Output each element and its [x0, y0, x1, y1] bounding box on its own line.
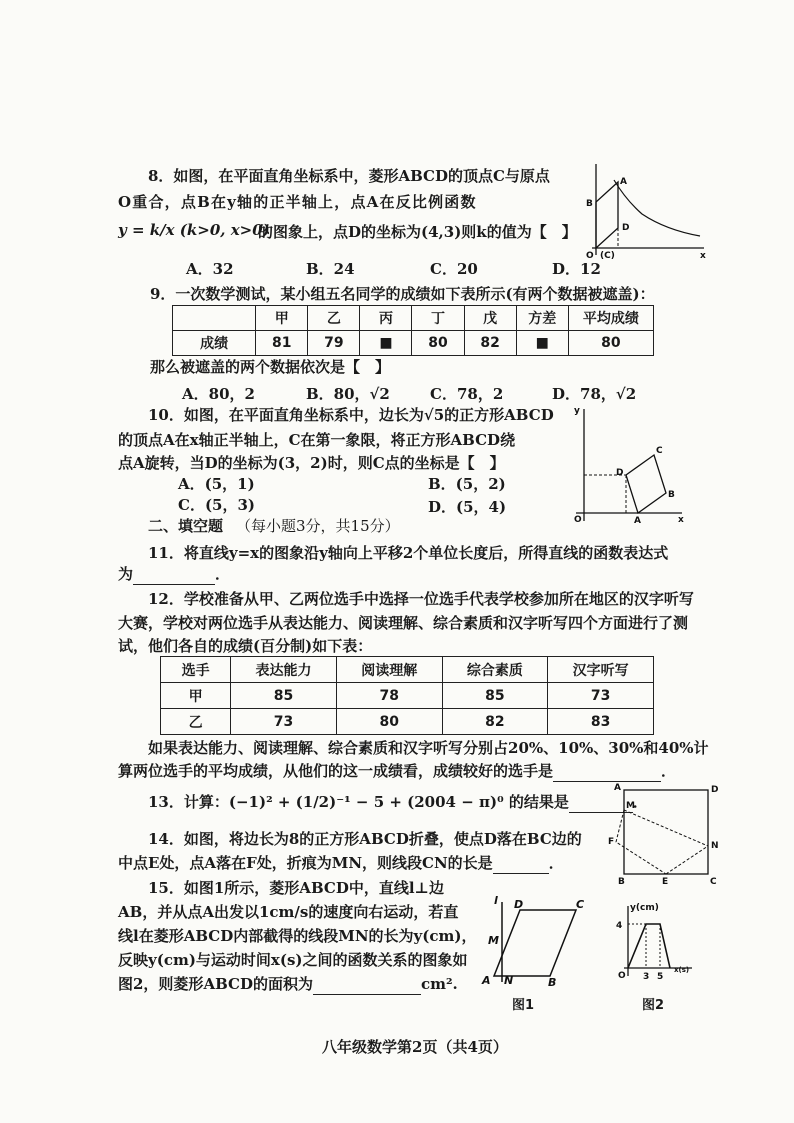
q14-fig-label-c: C	[710, 877, 717, 887]
q12-header-cell: 选手	[161, 657, 231, 683]
q9-option-c: C．78，2	[430, 385, 504, 403]
q15-fig2-label-3: 3	[643, 972, 650, 982]
q11-line2	[118, 564, 230, 585]
q12-cell: 80	[336, 709, 442, 735]
q15-fig2-label-5: 5	[657, 972, 664, 982]
q14-fig-label-d: D	[711, 785, 719, 795]
section2-note: （每小题3分，共15分）	[236, 517, 400, 535]
q10-figure	[566, 405, 686, 525]
q14-figure	[608, 780, 722, 887]
q9-header-cell	[173, 306, 256, 331]
q10-fig-label-o: O	[574, 515, 582, 525]
q15-row5	[118, 974, 458, 995]
q9-cell-hidden: ■	[360, 331, 412, 356]
q11-suffix: ．	[215, 565, 231, 583]
q15-line3: 线l在菱形ABCD内部截得的线段MN的长为y(cm)，	[118, 927, 477, 945]
q9-question: 那么被遮盖的两个数据依次是【 】	[150, 358, 391, 376]
q12-header-cell: 表达能力	[231, 657, 337, 683]
q15-fig2-caption: 图2	[642, 998, 665, 1013]
q11-prefix: 为	[118, 565, 134, 583]
q15-fig2-label-o: O	[618, 971, 626, 981]
q12-cell: 85	[231, 683, 337, 709]
q10-fig-label-d: D	[616, 468, 624, 478]
q15-fig1-caption: 图1	[512, 998, 535, 1013]
q14-end: ．	[548, 854, 564, 872]
q13-row	[148, 792, 648, 813]
q10-line3: 点A旋转，当D的坐标为(3，2)时，则C点的坐标是【 】	[118, 454, 505, 472]
q14-line1: 14．如图，将边长为8的正方形ABCD折叠，使点D落在BC边的	[148, 830, 582, 848]
section2-title: 二、填空题	[148, 517, 224, 535]
q14-line2: 中点E处，点A落在F处，折痕为MN，则线段CN的长是	[118, 854, 493, 872]
q9-header-cell: 平均成绩	[568, 306, 653, 331]
q14-fig-label-f: F	[608, 837, 615, 847]
q10-line2: 的顶点A在x轴正半轴上，C在第一象限，将正方形ABCD绕	[118, 431, 516, 449]
page-footer: 八年级数学第2页（共4页）	[322, 1038, 508, 1056]
q12-line2: 大赛，学校对两位选手从表达能力、阅读理解、综合素质和汉字听写四个方面进行了测	[118, 614, 689, 632]
q8-figure	[582, 160, 712, 260]
q12-header-cell: 汉字听写	[548, 657, 654, 683]
q9-row-label: 成绩	[173, 331, 256, 356]
q10-option-c: C．(5，3)	[178, 496, 256, 514]
q12-cell: 78	[336, 683, 442, 709]
q15-line1: 15．如图1所示，菱形ABCD中，直线l⊥边	[148, 879, 444, 897]
q8-option-c: C．20	[430, 260, 478, 278]
q10-fig-label-y: y	[574, 406, 580, 416]
q14-answer-blank[interactable]	[493, 853, 549, 874]
q12-line1: 12．学校准备从甲、乙两位选手中选择一位选手代表学校参加所在地区的汉字听写	[148, 590, 694, 608]
q9-cell: 80	[568, 331, 653, 356]
q12-cell: 73	[548, 683, 654, 709]
q14-fig-label-n: N	[711, 841, 719, 851]
q15-line5: 图2，则菱形ABCD的面积为	[118, 975, 313, 993]
q8-fig-label-d: D	[622, 223, 630, 233]
q9-cell: 81	[256, 331, 308, 356]
q10-fig-label-c: C	[656, 446, 663, 456]
q9-header-cell: 丙	[360, 306, 412, 331]
q14-fig-label-e: E	[662, 877, 669, 887]
q9-cell-hidden: ■	[516, 331, 568, 356]
q8-fig-label-o: O	[586, 251, 594, 261]
q15-answer-blank[interactable]	[313, 974, 421, 995]
q8-option-a: A．32	[186, 260, 234, 278]
q12-line3: 试，他们各自的成绩(百分制)如下表：	[118, 637, 373, 655]
q15-line2: AB，并从点A出发以1cm/s的速度向右运动，若直	[118, 903, 459, 921]
q9-header-cell: 甲	[256, 306, 308, 331]
q15-fig2-label-4: 4	[616, 921, 623, 931]
q8-option-d: D．12	[552, 260, 601, 278]
q12-header-cell: 阅读理解	[336, 657, 442, 683]
q12-row-label: 乙	[161, 709, 231, 735]
q15-fig1-label-d: D	[514, 898, 524, 911]
q12-row-label: 甲	[161, 683, 231, 709]
q10-line1: 10．如图，在平面直角坐标系中，边长为√5的正方形ABCD	[148, 406, 554, 424]
q9-cell: 82	[464, 331, 516, 356]
q9-table	[172, 305, 654, 356]
q8-option-b: B．24	[306, 260, 355, 278]
q12-table	[160, 656, 654, 735]
q13-text: 13．计算：(−1)² + (1/2)⁻¹ − 5 + (2004 − π)⁰ 的结果是	[148, 793, 569, 811]
q12-after2-end: ．	[661, 762, 677, 780]
q10-option-a: A．(5，1)	[178, 475, 255, 493]
q15-fig1-label-a: A	[482, 974, 491, 987]
q15-figure-2	[612, 902, 704, 984]
q15-fig1-label-m: M	[488, 934, 499, 947]
q9-cell: 79	[308, 331, 360, 356]
q15-fig1-label-b: B	[548, 976, 557, 989]
q15-fig1-label-n: N	[504, 974, 514, 987]
q9-header-cell: 方差	[516, 306, 568, 331]
q8-fig-label-c: (C)	[600, 251, 615, 261]
q13-end: ．	[632, 793, 648, 811]
q15-unit: cm².	[420, 975, 458, 993]
q9-option-a: A．80，2	[182, 385, 255, 403]
q8-line3: 的图象上，点D的坐标为(4,3)则k的值为【 】	[258, 223, 577, 241]
q15-line4: 反映y(cm)与运动时间x(s)之间的函数关系的图象如	[118, 951, 468, 969]
q15-fig2-label-y: y(cm)	[630, 903, 659, 913]
q8-formula: y = k/x (k>0, x>0)	[118, 221, 270, 239]
q9-header-cell: 戊	[464, 306, 516, 331]
q9-header-cell: 丁	[412, 306, 464, 331]
q12-cell: 73	[231, 709, 337, 735]
q8-fig-label-x: x	[700, 251, 706, 261]
q12-header-cell: 综合素质	[442, 657, 548, 683]
q10-option-d: D．(5，4)	[428, 498, 507, 516]
q9-option-d: D．78，√2	[552, 385, 637, 403]
q9-header-cell: 乙	[308, 306, 360, 331]
q12-after2: 算两位选手的平均成绩，从他们的这一成绩看，成绩较好的选手是	[118, 762, 554, 780]
q10-fig-label-b: B	[668, 490, 675, 500]
q10-option-b: B．(5，2)	[428, 475, 506, 493]
q8-fig-label-a: A	[620, 177, 627, 187]
q11-line1: 11．将直线y=x的图象沿y轴向上平移2个单位长度后，所得直线的函数表达式	[148, 544, 669, 562]
q12-cell: 85	[442, 683, 548, 709]
q14-row2	[118, 853, 564, 874]
q10-fig-label-x: x	[678, 515, 684, 525]
q9-option-b: B．80，√2	[306, 385, 390, 403]
q15-fig1-label-l: l	[494, 894, 498, 907]
q14-fig-label-m: M	[626, 801, 635, 811]
q9-stem: 9．一次数学测试，某小组五名同学的成绩如下表所示(有两个数据被遮盖)：	[150, 285, 655, 303]
q8-line2: O重合，点B在y轴的正半轴上，点A在反比例函数	[118, 193, 477, 211]
q15-fig2-label-x: x(s)	[674, 966, 690, 974]
q8-line1: 8．如图，在平面直角坐标系中，菱形ABCD的顶点C与原点	[148, 167, 550, 185]
q15-figure-1	[480, 894, 590, 989]
q12-cell: 83	[548, 709, 654, 735]
q15-fig1-label-c: C	[576, 898, 585, 911]
q12-after1: 如果表达能力、阅读理解、综合素质和汉字听写分别占20%、10%、30%和40%计	[148, 739, 709, 757]
q10-fig-label-a: A	[634, 516, 641, 526]
q12-after2-row	[118, 761, 676, 782]
q14-fig-label-b: B	[618, 877, 625, 887]
q12-answer-blank[interactable]	[553, 761, 661, 782]
q12-cell: 82	[442, 709, 548, 735]
q8-fig-label-b: B	[586, 199, 593, 209]
q11-answer-blank[interactable]	[133, 564, 215, 585]
q9-cell: 80	[412, 331, 464, 356]
q14-fig-label-a: A	[614, 783, 621, 793]
